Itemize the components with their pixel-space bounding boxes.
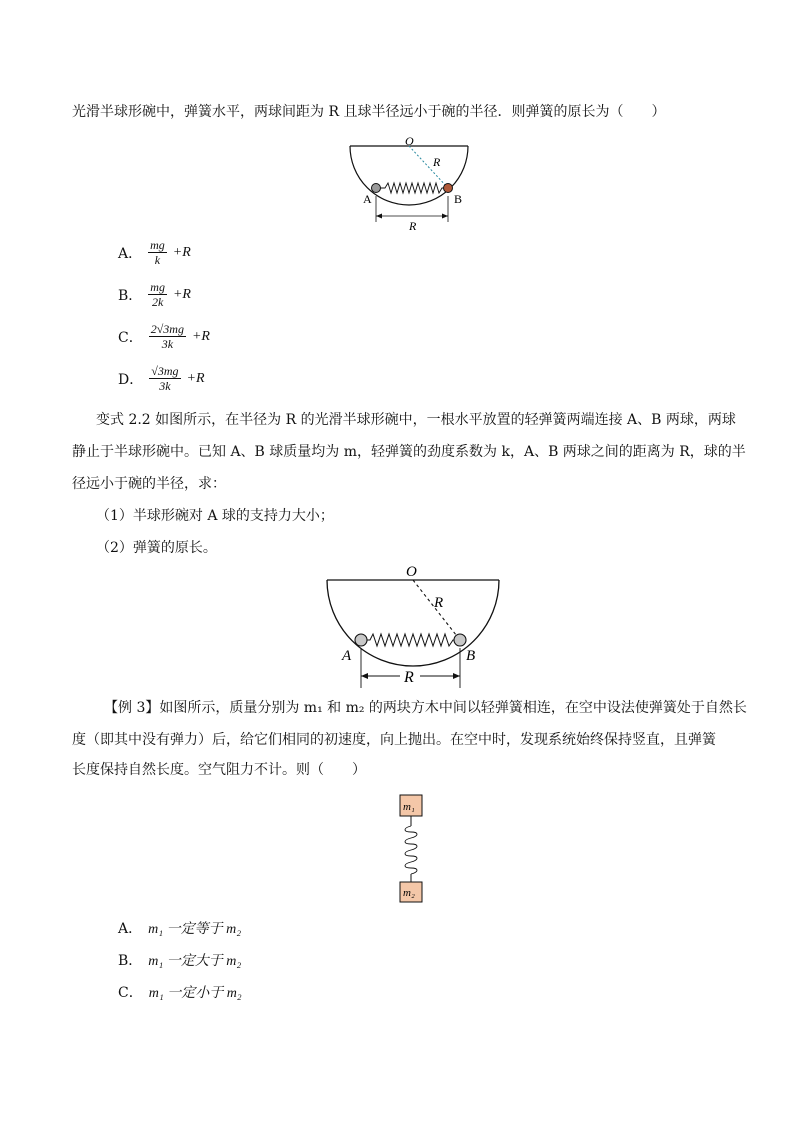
variant-line-1: 变式 2.2 如图所示，在半径为 R 的光滑半球形碗中，一根水平放置的轻弹簧两端连接 A、B 两球，两球 [96,412,736,428]
numerator: mg [150,280,165,294]
label-a: A [342,648,352,664]
option-label: C． [118,985,143,1001]
label-o: O [406,564,417,580]
label-m1: m₁ [403,801,415,813]
ball-a [355,634,367,646]
label-b: B [454,192,463,206]
option-tail: +R [172,286,191,302]
fraction [149,322,186,351]
radius-line [409,146,448,188]
option-c [118,322,210,351]
variant-sub-1: （1）半球形碗对 A 球的支持力大小； [96,508,334,524]
label-b: B [466,648,476,664]
numerator: mg [150,238,165,252]
fraction [149,364,180,393]
ball-b [444,184,453,193]
option-text: m₁ 一定大于 m₂ [148,954,242,969]
label-r: R [433,155,441,169]
option-label: C． [118,329,143,346]
denominator: 2k [151,295,164,309]
spring [380,183,448,193]
example3-line-1: 【例 3】如图所示，质量分别为 m₁ 和 m₂ 的两块方木中间以轻弹簧相连，在空中设法使弹簧处于自然长 [104,700,747,716]
option-b [118,280,191,309]
label-o: O [405,136,414,148]
dim-arrow-left [376,214,382,219]
figure-bowl-large [320,562,506,690]
option-text: m₁ 一定小于 m₂ [148,986,242,1001]
denominator: k [154,253,161,267]
option-label: A． [118,245,143,262]
fraction [148,280,167,309]
label-r: R [434,595,444,611]
example3-line-3: 长度保持自然长度。空气阻力不计。则（ ） [72,762,366,778]
label-r-bottom: R [409,219,417,233]
option-label: A． [118,921,143,937]
denominator: 3k [159,379,171,393]
dim-arrow-right [442,214,448,219]
denominator: 3k [161,337,174,351]
figure-bowl-small [345,136,475,236]
label-m2: m₂ [403,887,415,899]
option-label: B． [118,953,143,969]
option-a [118,238,191,267]
dim-arrow-left [361,673,368,679]
option3-b [118,950,241,970]
numerator: √3mg [151,364,179,378]
option-tail: +R [191,328,210,344]
ball-a [372,184,381,193]
spring-coil [405,826,417,874]
variant-sub-2: （2）弹簧的原长。 [96,540,217,556]
dim-arrow-right [453,673,460,679]
ball-b [454,634,466,646]
variant-line-3: 径远小于碗的半径，求： [72,476,226,492]
option-d [118,364,205,393]
option-tail: +R [186,370,205,386]
example3-line-2: 度（即其中没有弹力）后，给它们相同的初速度，向上抛出。在空中时，发现系统始终保持竖直，且弹簧 [72,732,716,748]
variant-line-2: 静止于半球形碗中。已知 A、B 球质量均为 m，轻弹簧的劲度系数为 k，A、B 两球之间的距离为 R，球的半 [72,444,746,460]
numerator: 2√3mg [150,322,184,336]
label-a: A [363,192,372,206]
option3-c [118,982,242,1002]
option-tail: +R [172,244,191,260]
option-label: D． [118,371,144,388]
option3-a [118,918,241,938]
figure-blocks-spring [397,794,427,904]
label-r-bottom: R [404,669,414,686]
option-label: B． [118,287,143,304]
option-text: m₁ 一定等于 m₂ [148,922,242,937]
question-intro: 光滑半球形碗中，弹簧水平，两球间距为 R 且球半径远小于碗的半径．则弹簧的原长为（ ） [72,104,666,120]
fraction [148,238,167,267]
spring [364,634,460,646]
